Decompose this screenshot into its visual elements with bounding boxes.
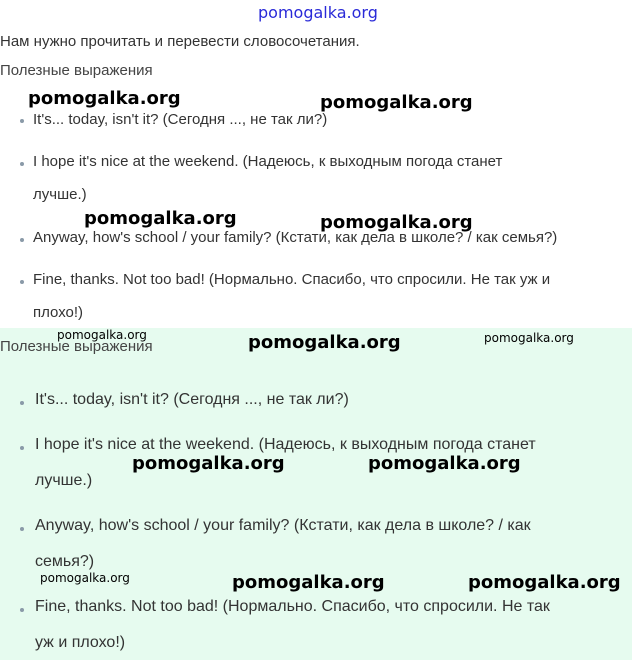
- watermark: pomogalka.org: [40, 571, 130, 585]
- item-text: I hope it's nice at the weekend. (Надеюсь, к выходным погода станет: [35, 436, 536, 453]
- item-text-cont: уж и плохо!): [35, 634, 126, 651]
- bullet-icon: [20, 280, 24, 284]
- item-text: Fine, thanks. Not too bad! (Нормально. Спасибо, что спросили. Не так уж и: [33, 271, 551, 288]
- watermark: pomogalka.org: [320, 212, 473, 233]
- item-text-cont: лучше.): [35, 472, 93, 489]
- item-text: Anyway, how's school / your family? (Кстати, как дела в школе? / как: [35, 517, 531, 534]
- item-text: Anyway, how's school / your family? (Кстати, как дела в школе? / как семья?): [33, 229, 558, 246]
- item-text: I hope it's nice at the weekend. (Надеюсь, к выходным погода станет: [33, 153, 503, 170]
- section2-title: Полезные выражения: [0, 338, 153, 355]
- item-text-cont: плохо!): [33, 304, 84, 321]
- item-text-cont: семья?): [35, 553, 95, 570]
- watermark: pomogalka.org: [368, 453, 521, 474]
- bullet-icon: [20, 238, 24, 242]
- watermark: pomogalka.org: [468, 572, 621, 593]
- item-text-cont: лучше.): [33, 186, 87, 203]
- bullet-icon: [20, 162, 24, 166]
- item-text: It's... today, isn't it? (Сегодня ..., не так ли?): [33, 111, 328, 128]
- bullet-icon: [20, 527, 24, 531]
- watermark: pomogalka.org: [132, 453, 285, 474]
- watermark: pomogalka.org: [28, 88, 181, 109]
- bullet-icon: [20, 119, 24, 123]
- watermark: pomogalka.org: [484, 331, 574, 345]
- watermark: pomogalka.org: [84, 208, 237, 229]
- watermark: pomogalka.org: [232, 572, 385, 593]
- bullet-icon: [20, 401, 24, 405]
- bullet-icon: [20, 446, 24, 450]
- watermark: pomogalka.org: [248, 332, 401, 353]
- watermark: pomogalka.org: [57, 328, 147, 342]
- item-text: Fine, thanks. Not too bad! (Нормально. Спасибо, что спросили. Не так: [35, 598, 550, 615]
- item-text: It's... today, isn't it? (Сегодня ..., не так ли?): [35, 391, 349, 408]
- bullet-icon: [20, 608, 24, 612]
- watermark: pomogalka.org: [320, 92, 473, 113]
- section1-title: Полезные выражения: [0, 62, 153, 79]
- intro-text: Нам нужно прочитать и перевести словосочетания.: [0, 33, 360, 50]
- watermark-top: pomogalka.org: [258, 3, 378, 22]
